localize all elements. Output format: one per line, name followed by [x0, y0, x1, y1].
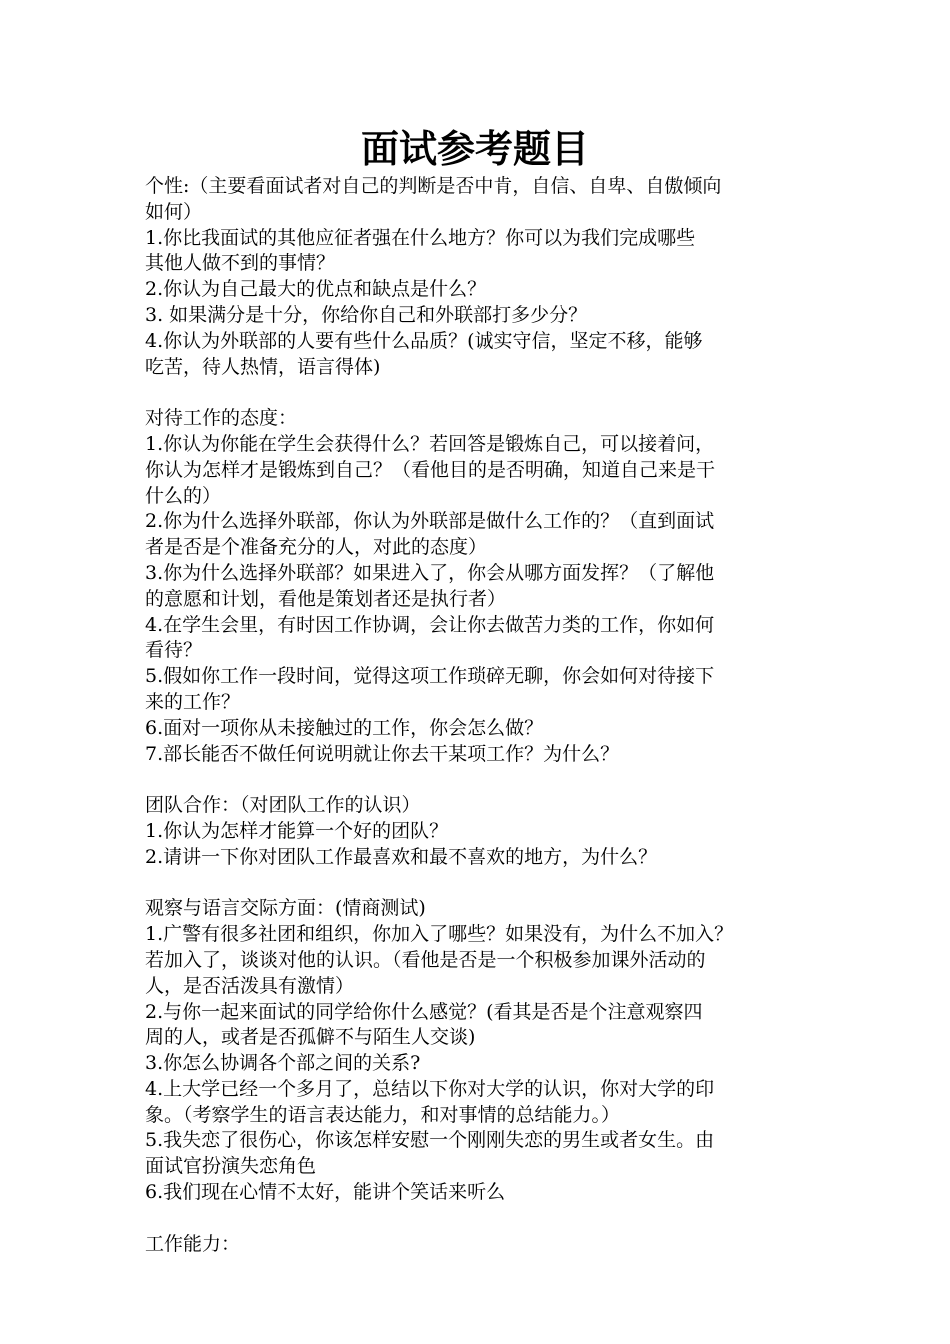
- document-title: 面试参考题目: [360, 127, 589, 171]
- text-line: 5.我失恋了很伤心，你该怎样安慰一个刚刚失恋的男生或者女生。由: [145, 1129, 715, 1152]
- text-line: 的意愿和计划，看他是策划者还是执行者）: [145, 587, 507, 610]
- text-line: 对待工作的态度：: [145, 407, 298, 430]
- text-line: 4.在学生会里，有时因工作协调，会让你去做苦力类的工作，你如何: [145, 613, 715, 636]
- text-line: 若加入了，谈谈对他的认识。（看他是否是一个积极参加课外活动的: [145, 948, 706, 971]
- text-line: 1.广警有很多社团和组织，你加入了哪些？如果没有，为什么不加入？: [145, 923, 734, 946]
- text-line: 团队合作：（对团队工作的认识）: [145, 794, 421, 817]
- blank-line: [145, 767, 815, 793]
- text-line: 吃苦，待人热情，语言得体): [145, 355, 381, 378]
- text-line: 1.你认为你能在学生会获得什么？若回答是锻炼自己，可以接着问，: [145, 432, 715, 455]
- text-line: 你认为怎样才是锻炼到自己？（看他目的是否明确，知道自己来是干: [145, 458, 716, 481]
- document-body: [145, 174, 815, 1257]
- blank-line: [145, 871, 815, 897]
- text-line: 观察与语言交际方面：(情商测试): [145, 897, 426, 920]
- text-line: 2.你认为自己最大的优点和缺点是什么？: [145, 278, 487, 301]
- text-line: 2.你为什么选择外联部，你认为外联部是做什么工作的？（直到面试: [145, 510, 715, 533]
- text-line: 者是否是个准备充分的人，对此的态度）: [145, 536, 488, 559]
- text-line: 其他人做不到的事情？: [145, 252, 336, 275]
- text-line: 4.你认为外联部的人要有些什么品质？(诚实守信，坚定不移，能够: [145, 329, 703, 352]
- text-line: 来的工作？: [145, 690, 241, 713]
- text-line: 如何）: [145, 200, 203, 223]
- text-line: 个性:（主要看面试者对自己的判断是否中肯，自信、自卑、自傲倾向: [145, 175, 722, 197]
- text-line: 4.上大学已经一个多月了，总结以下你对大学的认识，你对大学的印: [145, 1077, 715, 1100]
- blank-line: [145, 1206, 815, 1232]
- text-line: 工作能力：: [145, 1232, 241, 1255]
- text-line: 周的人，或者是否孤僻不与陌生人交谈): [145, 1026, 476, 1049]
- text-line: 象。（考察学生的语言表达能力，和对事情的总结能力。）: [145, 1103, 621, 1126]
- text-line: 3.你为什么选择外联部？如果进入了，你会从哪方面发挥？（了解他: [145, 561, 715, 584]
- text-line: 什么的）: [145, 484, 222, 507]
- text-line: 6.面对一项你从未接触过的工作，你会怎么做？: [145, 716, 544, 739]
- text-line: 7.部长能否不做任何说明就让你去干某项工作？为什么？: [145, 742, 620, 765]
- text-line: 5.假如你工作一段时间，觉得这项工作琐碎无聊，你会如何对待接下: [145, 665, 715, 688]
- text-line: 6.我们现在心情不太好，能讲个笑话来听么: [145, 1181, 506, 1204]
- text-line: 1.你认为怎样才能算一个好的团队？: [145, 819, 449, 842]
- text-line: 看待？: [145, 639, 203, 662]
- text-line: 1.你比我面试的其他应征者强在什么地方？你可以为我们完成哪些: [145, 226, 696, 249]
- text-line: 2.请讲一下你对团队工作最喜欢和最不喜欢的地方，为什么？: [145, 845, 658, 868]
- text-line: 面试官扮演失恋角色: [145, 1155, 317, 1178]
- text-line: 3.你怎么协调各个部之间的关系?: [145, 1052, 421, 1075]
- text-line: 人，是否活泼具有激情）: [145, 974, 355, 997]
- text-line: 2.与你一起来面试的同学给你什么感觉？(看其是否是个注意观察四: [145, 1000, 703, 1023]
- text-line: 3. 如果满分是十分，你给你自己和外联部打多少分？: [145, 303, 588, 326]
- blank-line: [145, 380, 815, 406]
